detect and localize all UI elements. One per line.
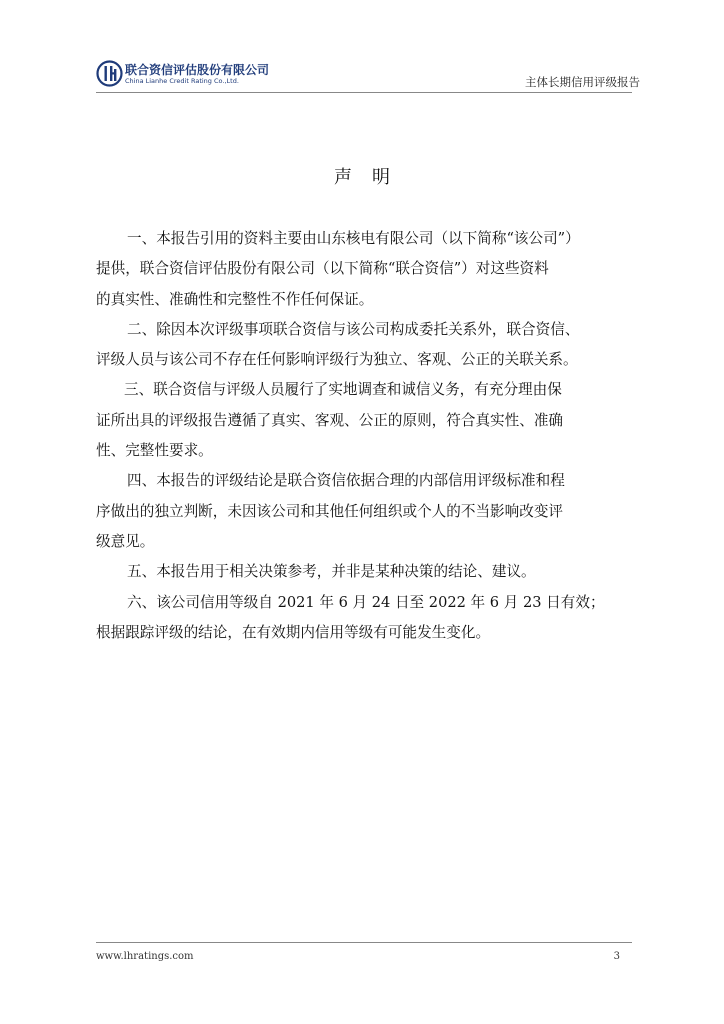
paragraph-line: 级意见。 [96, 532, 155, 550]
lianhe-logo-icon [96, 60, 123, 87]
paragraph-line: 四、本报告的评级结论是联合资信依据合理的内部信用评级标准和程 [127, 472, 565, 490]
paragraph-2 [96, 315, 636, 376]
paragraph-line: 提供，联合资信评估股份有限公司（以下简称“联合资信”）对这些资料 [96, 260, 549, 278]
paragraph-line: 证所出具的评级报告遵循了真实、客观、公正的原则，符合真实性、准确 [96, 411, 564, 429]
paragraph-line: 一、本报告引用的资料主要由山东核电有限公司（以下简称“该公司”） [127, 230, 580, 247]
paragraph-line: 六、该公司信用等级自 2021 年 6 月 24 日至 2022 年 6 月 23 日有效； [127, 593, 605, 611]
footer-website: www.lhratings.com [96, 951, 194, 962]
page-number: 3 [613, 951, 620, 962]
header-divider [96, 92, 632, 93]
footer-divider [96, 942, 632, 943]
paragraph-line: 性、完整性要求。 [96, 442, 213, 460]
paragraph-line: 五、本报告用于相关决策参考，并非是某种决策的结论、建议。 [127, 563, 536, 581]
paragraph-6 [96, 588, 636, 649]
paragraph-line: 序做出的独立判断，未因该公司和其他任何组织或个人的不当影响改变评 [96, 502, 564, 520]
page-title: 声明 [334, 167, 410, 188]
paragraph-line: 二、除因本次评级事项联合资信与该公司构成委托关系外，联合资信、 [127, 320, 580, 338]
paragraph-5 [96, 557, 636, 587]
paragraph-1 [96, 224, 636, 315]
declaration-body [96, 224, 636, 648]
paragraph-3 [96, 375, 636, 466]
paragraph-line: 评级人员与该公司不存在任何影响评级行为独立、客观、公正的关联关系。 [96, 351, 578, 369]
report-type: 主体长期信用评级报告 [525, 75, 640, 89]
paragraph-line: 的真实性、准确性和完整性不作任何保证。 [96, 290, 374, 308]
company-name-cn: 联合资信评估股份有限公司 [125, 63, 270, 77]
paragraph-line: 根据跟踪评级的结论，在有效期内信用等级有可能发生变化。 [96, 623, 491, 641]
paragraph-line: 三、联合资信与评级人员履行了实地调查和诚信义务，有充分理由保 [124, 381, 562, 399]
company-logo [96, 60, 296, 90]
company-name-en: China Lianhe Credit Rating Co.,Ltd. [125, 77, 239, 85]
paragraph-4 [96, 466, 636, 557]
